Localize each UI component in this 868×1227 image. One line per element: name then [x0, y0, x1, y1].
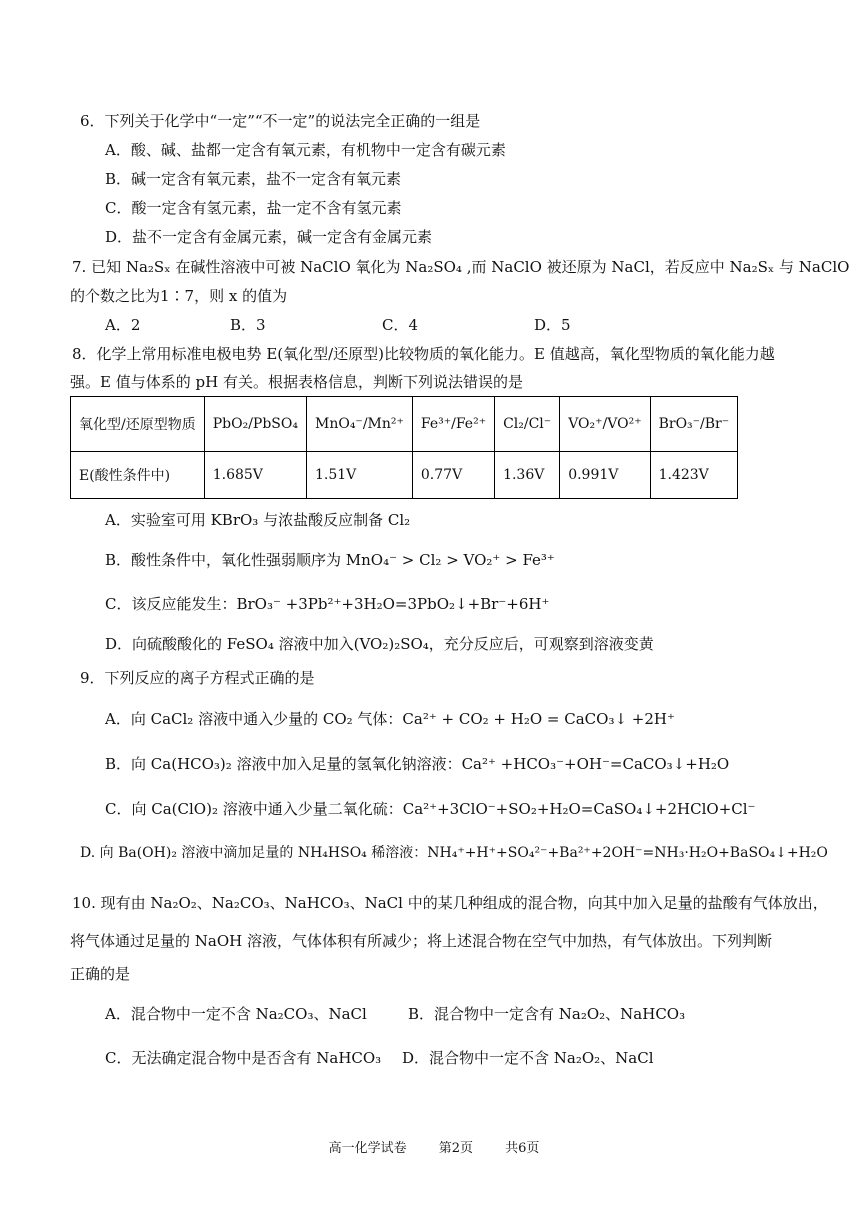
- table-header-cell: Fe³⁺/Fe²⁺: [412, 397, 494, 452]
- footer-total-pages: 共6页: [505, 1141, 540, 1156]
- q8-option-c: C．该反应能发生：BrO₃⁻ +3Pb²⁺+3H₂O=3PbO₂↓+Br⁻+6H⁺: [105, 595, 550, 613]
- table-header-cell: BrO₃⁻/Br⁻: [650, 397, 738, 452]
- footer-page-number: 第2页: [438, 1141, 473, 1156]
- q6-stem: 6．下列关于化学中“一定”“不一定”的说法完全正确的一组是: [80, 112, 481, 130]
- q6-option-c: C．酸一定含有氢元素，盐一定不含有氢元素: [105, 199, 402, 217]
- table-header-cell: VO₂⁺/VO²⁺: [560, 397, 650, 452]
- table-header-cell: 氧化型/还原型物质: [71, 397, 205, 452]
- q8-option-a: A．实验室可用 KBrO₃ 与浓盐酸反应制备 Cl₂: [105, 511, 411, 529]
- q10-option-b: B．混合物中一定含有 Na₂O₂、NaHCO₃: [408, 1005, 686, 1023]
- table-row: [71, 452, 738, 499]
- q10-stem-line3: 正确的是: [70, 965, 131, 983]
- q9-option-c: C．向 Ca(ClO)₂ 溶液中通入少量二氧化硫：Ca²⁺+3ClO⁻+SO₂+H₂O=CaSO₄↓+2HClO+Cl⁻: [105, 800, 756, 818]
- footer-subject: 高一化学试卷: [328, 1141, 407, 1156]
- q6-option-d: D．盐不一定含有金属元素，碱一定含有金属元素: [105, 228, 433, 246]
- q10-stem-line1: 10. 现有由 Na₂O₂、Na₂CO₃、NaHCO₃、NaCl 中的某几种组成的混合物，向其中加入足量的盐酸有气体放出，: [72, 894, 828, 912]
- electrode-potential-table: [70, 396, 738, 499]
- table-cell: 1.685V: [204, 452, 306, 499]
- table-header-row: [71, 397, 738, 452]
- q7-option-c: C．4: [382, 316, 419, 334]
- q7-option-b: B．3: [230, 316, 266, 334]
- q9-stem: 9．下列反应的离子方程式正确的是: [80, 669, 315, 687]
- q7-stem-line1: 7. 已知 Na₂Sₓ 在碱性溶液中可被 NaClO 氧化为 Na₂SO₄ ,而 NaClO 被还原为 NaCl，若反应中 Na₂Sₓ 与 NaClO: [72, 258, 850, 276]
- table-header-cell: Cl₂/Cl⁻: [495, 397, 560, 452]
- q7-option-d: D．5: [534, 316, 571, 334]
- table-cell: 1.36V: [495, 452, 560, 499]
- table-cell: 0.991V: [560, 452, 650, 499]
- q8-stem-line2: 强。E 值与体系的 pH 有关。根据表格信息，判断下列说法错误的是: [70, 373, 523, 391]
- q9-option-d: D. 向 Ba(OH)₂ 溶液中滴加足量的 NH₄HSO₄ 稀溶液：NH₄⁺+H⁺+SO₄²⁻+Ba²⁺+2OH⁻=NH₃·H₂O+BaSO₄↓+H₂O: [80, 845, 828, 861]
- q7-stem-line2: 的个数之比为1∶7，则 x 的值为: [70, 287, 288, 305]
- table-cell: 1.51V: [306, 452, 412, 499]
- q8-stem-line1: 8．化学上常用标准电极电势 E(氧化型/还原型)比较物质的氧化能力。E 值越高，氧化型物质的氧化能力越: [72, 345, 775, 363]
- table-cell: 0.77V: [412, 452, 494, 499]
- q7-option-a: A．2: [105, 316, 141, 334]
- table-header-cell: PbO₂/PbSO₄: [204, 397, 306, 452]
- q6-option-a: A．酸、碱、盐都一定含有氧元素，有机物中一定含有碳元素: [105, 141, 506, 159]
- table-cell: E(酸性条件中): [71, 452, 205, 499]
- q8-option-d: D．向硫酸酸化的 FeSO₄ 溶液中加入(VO₂)₂SO₄，充分反应后，可观察到溶液变黄: [105, 635, 654, 653]
- q6-option-b: B．碱一定含有氧元素，盐不一定含有氧元素: [105, 170, 402, 188]
- q9-option-a: A．向 CaCl₂ 溶液中通入少量的 CO₂ 气体：Ca²⁺ + CO₂ + H₂O = CaCO₃↓ +2H⁺: [105, 710, 675, 728]
- q10-option-a: A．混合物中一定不含 Na₂CO₃、NaCl: [105, 1005, 367, 1023]
- page-footer: [0, 1137, 868, 1156]
- q8-option-b: B．酸性条件中，氧化性强弱顺序为 MnO₄⁻ > Cl₂ > VO₂⁺ > Fe³⁺: [105, 551, 555, 569]
- table-header-cell: MnO₄⁻/Mn²⁺: [306, 397, 412, 452]
- q9-option-b: B．向 Ca(HCO₃)₂ 溶液中加入足量的氢氧化钠溶液：Ca²⁺ +HCO₃⁻+OH⁻=CaCO₃↓+H₂O: [105, 755, 730, 773]
- q10-option-c: C．无法确定混合物中是否含有 NaHCO₃: [105, 1049, 382, 1067]
- q10-stem-line2: 将气体通过足量的 NaOH 溶液，气体体积有所减少；将上述混合物在空气中加热，有气体放出。下列判断: [70, 932, 772, 950]
- q10-option-d: D．混合物中一定不含 Na₂O₂、NaCl: [402, 1049, 654, 1067]
- table-cell: 1.423V: [650, 452, 738, 499]
